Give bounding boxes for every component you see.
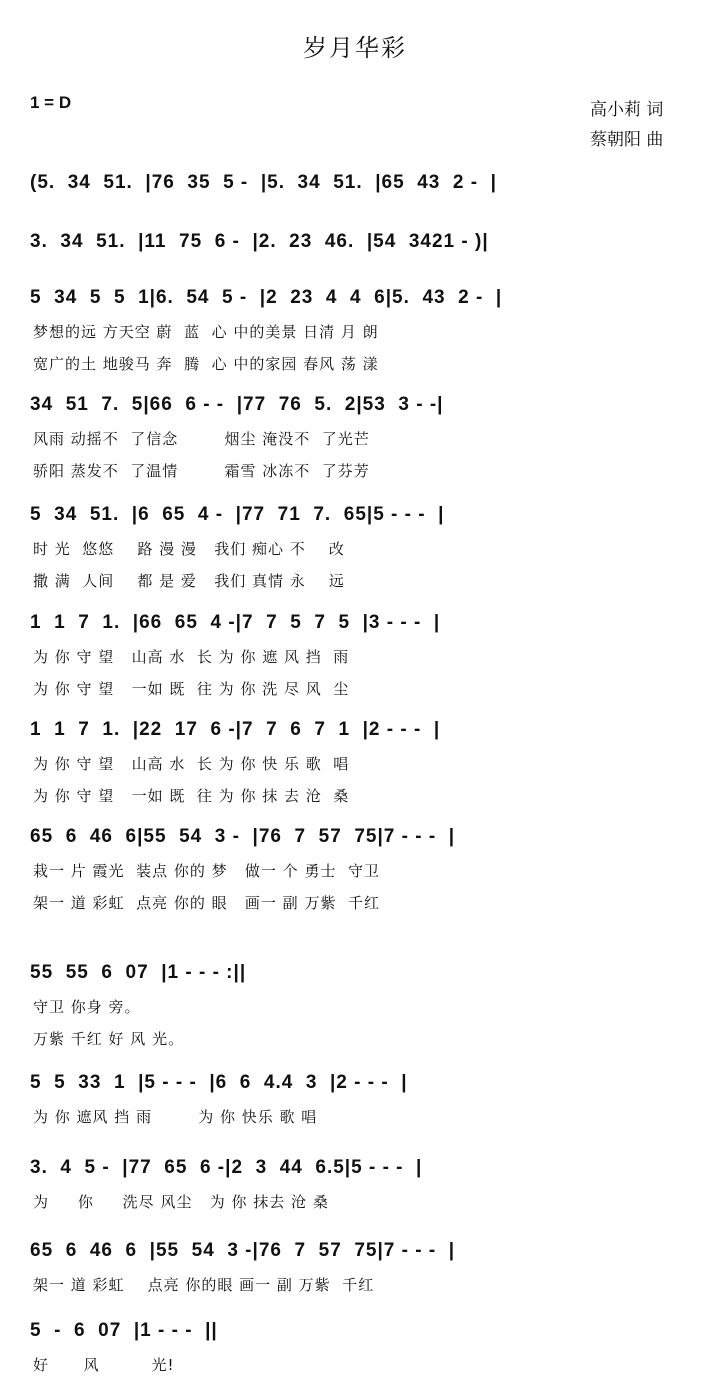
notation-line: 5 34 5 5 1|6. 54 5 - |2 23 4 4 6|5. 43 2 - |	[30, 287, 503, 308]
lyric-verse-1: 栽一 片 霞光 装点 你的 梦 做一 个 勇士 守卫	[33, 862, 380, 880]
lyric-verse-1: 时 光 悠悠 路 漫 漫 我们 痴心 不 改	[33, 540, 345, 558]
notation-line: 1 1 7 1. |66 65 4 -|7 7 5 7 5 |3 - - - |	[30, 612, 441, 633]
lyric-verse-2: 架一 道 彩虹 点亮 你的 眼 画一 副 万紫 千红	[33, 894, 380, 912]
lyric-verse-1: 好 风 光!	[33, 1356, 175, 1374]
notation-line: (5. 34 51. |76 35 5 - |5. 34 51. |65 43 2 - |	[30, 172, 497, 193]
composer-credit: 蔡朝阳 曲	[590, 130, 664, 150]
credits	[590, 95, 663, 155]
notation-line: 5 34 51. |6 65 4 - |77 71 7. 65|5 - - - |	[30, 504, 445, 525]
lyric-verse-1: 为 你 守 望 山高 水 长 为 你 遮 风 挡 雨	[33, 648, 350, 666]
lyric-verse-1: 为 你 遮风 挡 雨 为 你 快乐 歌 唱	[33, 1108, 318, 1126]
notation-line: 3. 34 51. |11 75 6 - |2. 23 46. |54 3421 - )|	[30, 231, 489, 252]
lyric-verse-1: 为 你 守 望 山高 水 长 为 你 快 乐 歌 唱	[33, 755, 350, 773]
lyric-verse-1: 梦想的远 方天空 蔚 蓝 心 中的美景 日清 月 朗	[33, 323, 379, 341]
lyric-verse-1: 为 你 洗尽 风尘 为 你 抹去 沧 桑	[33, 1193, 329, 1211]
lyric-verse-2: 为 你 守 望 一如 既 往 为 你 洗 尽 风 尘	[33, 680, 350, 698]
notation-line: 34 51 7. 5|66 6 - - |77 76 5. 2|53 3 - -|	[30, 394, 444, 415]
notation-line: 55 55 6 07 |1 - - - :||	[30, 962, 247, 983]
lyric-verse-2: 为 你 守 望 一如 既 往 为 你 抹 去 沧 桑	[33, 787, 350, 805]
lyric-verse-2: 骄阳 蒸发不 了温情 霜雪 冰冻不 了芬芳	[33, 462, 370, 480]
lyric-verse-2: 万紫 千红 好 风 光。	[33, 1030, 185, 1048]
notation-line: 5 - 6 07 |1 - - - ||	[30, 1320, 218, 1341]
notation-line: 65 6 46 6|55 54 3 - |76 7 57 75|7 - - - |	[30, 826, 456, 847]
lyric-verse-2: 宽广的土 地骏马 奔 腾 心 中的家园 春风 荡 漾	[33, 355, 379, 373]
song-title: 岁月华彩	[303, 34, 407, 62]
lyric-verse-1: 风雨 动摇不 了信念 烟尘 淹没不 了光芒	[33, 430, 370, 448]
lyricist-credit: 高小莉 词	[590, 100, 664, 120]
lyric-verse-1: 守卫 你身 旁。	[33, 998, 141, 1016]
key-signature: 1 = D	[30, 93, 72, 112]
notation-line: 65 6 46 6 |55 54 3 -|76 7 57 75|7 - - - |	[30, 1240, 456, 1261]
lyric-verse-2: 撒 满 人间 都 是 爱 我们 真情 永 远	[33, 572, 345, 590]
notation-line: 3. 4 5 - |77 65 6 -|2 3 44 6.5|5 - - - |	[30, 1157, 423, 1178]
lyric-verse-1: 架一 道 彩虹 点亮 你的眼 画一 副 万紫 千红	[33, 1276, 375, 1294]
notation-line: 5 5 33 1 |5 - - - |6 6 4.4 3 |2 - - - |	[30, 1072, 408, 1093]
notation-line: 1 1 7 1. |22 17 6 -|7 7 6 7 1 |2 - - - |	[30, 719, 441, 740]
